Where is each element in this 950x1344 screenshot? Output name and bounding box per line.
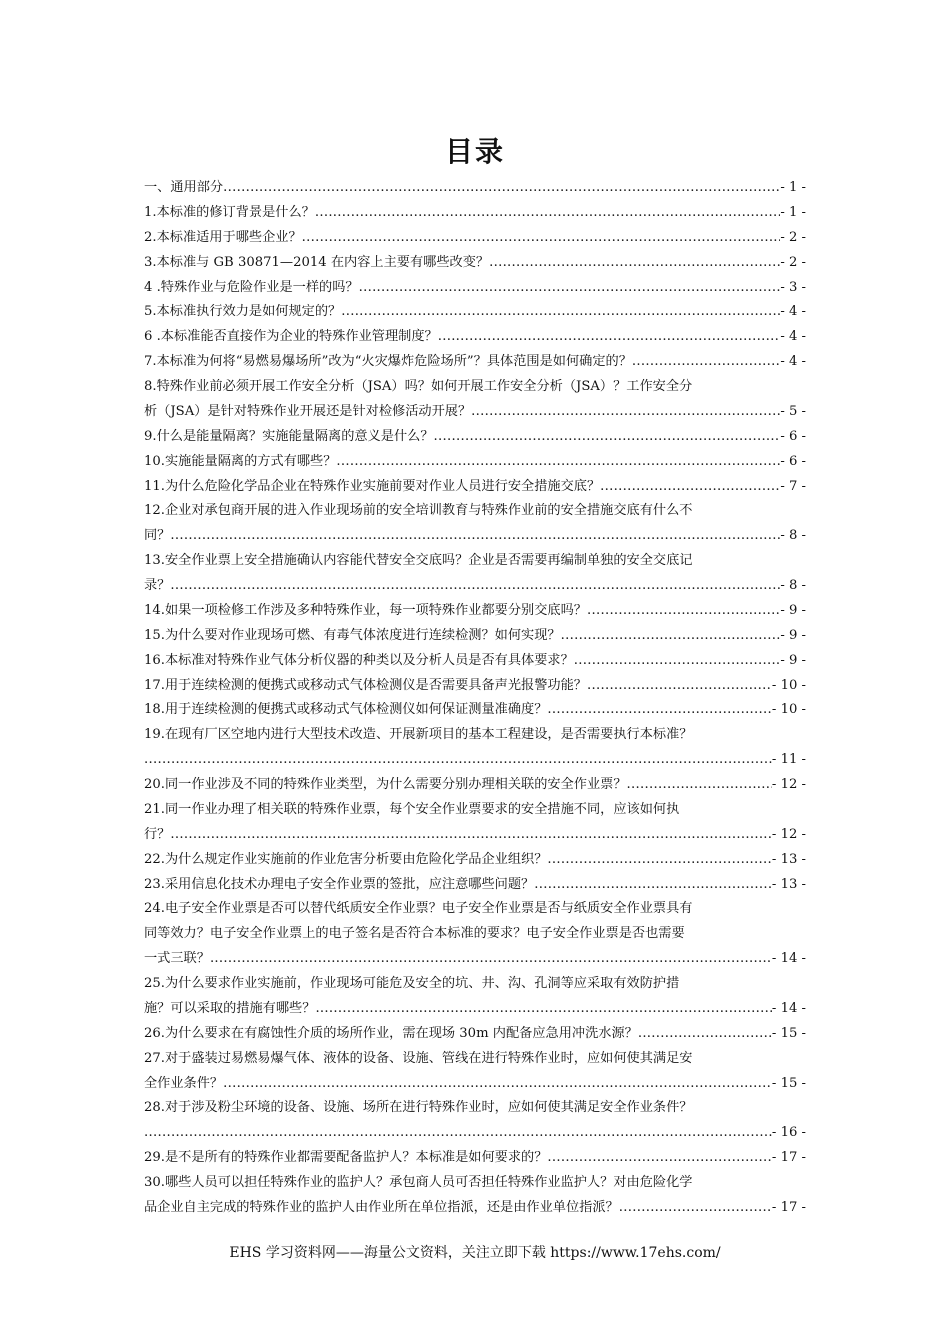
toc-entry-text: 21.同一作业办理了相关联的特殊作业票，每个安全作业票要求的安全措施不同，应该如何执 [144,801,680,817]
toc-page-number: - 14 - [771,951,806,967]
toc-entry-text: 24.电子安全作业票是否可以替代纸质安全作业票？电子安全作业票是否与纸质安全作业票具有 [144,901,693,917]
toc-entry[interactable] [144,897,806,972]
dot-leader [587,674,772,699]
toc-entry[interactable] [144,226,806,251]
toc-page-number: - 2 - [780,229,806,245]
toc-entry[interactable] [144,599,806,624]
toc-page-number: - 17 - [771,1150,806,1166]
toc-entry-text: 23.采用信息化技术办理电子安全作业票的签批，应注意哪些问题？ [144,876,535,892]
toc-page-number: - 12 - [771,826,806,842]
dot-leader [561,624,781,649]
toc-entry-text: 4 .特殊作业与危险作业是一样的吗？ [144,279,359,295]
toc-entry-text: 16.本标准对特殊作业气体分析仪器的种类以及分析人员是否有具体要求？ [144,652,574,668]
dot-leader [438,325,781,350]
toc-entry-text: 30.哪些人员可以担任特殊作业的监护人？承包商人员可否担任特殊作业监护人？对由危险化学 [144,1175,693,1190]
toc-page-number: - 9 - [780,652,806,668]
toc-page-number: - 9 - [780,627,806,643]
toc-entry[interactable] [144,201,806,226]
toc-entry-text: 26.为什么要求在有腐蚀性介质的场所作业，需在现场 30m 内配备应急用冲洗水源？ [144,1025,638,1041]
toc-entry[interactable] [144,848,806,873]
toc-entry-text: 11.为什么危险化学品企业在特殊作业实施前要对作业人员进行安全措施交底？ [144,478,601,494]
toc-page-number: - 6 - [780,428,806,444]
toc-entry-text: 8.特殊作业前必须开展工作安全分析（JSA）吗？如何开展工作安全分析（JSA）？工作安全分 [144,379,693,394]
dot-leader [315,201,780,226]
dot-leader [144,748,772,773]
toc-page-number: - 13 - [771,876,806,892]
dot-leader [144,1121,772,1146]
toc-entry[interactable] [144,1171,806,1221]
toc-page-number: - 4 - [780,329,806,345]
toc-entry[interactable] [144,723,806,773]
dot-leader [600,475,780,500]
toc-entry[interactable] [144,450,806,475]
dot-leader [341,300,780,325]
dot-leader [434,425,781,450]
dot-leader [587,599,780,624]
toc-entry-text: 17.用于连续检测的便携式或移动式气体检测仪是否需要具备声光报警功能？ [144,677,587,693]
toc-page-number: - 10 - [771,702,806,718]
toc-page-number: - 3 - [780,279,806,295]
toc-entry-text: 6 .本标准能否直接作为企业的特殊作业管理制度？ [144,329,438,345]
toc-page-number: - 7 - [780,478,806,494]
toc-entry-text: 13.安全作业票上安全措施确认内容能代替安全交底吗？企业是否需要再编制单独的安全交底记 [144,553,693,569]
toc-entry[interactable] [144,773,806,798]
toc-entry-text: 18.用于连续检测的便携式或移动式气体检测仪如何保证测量准确度？ [144,702,548,718]
toc-entry-text: 品企业自主完成的特殊作业的监护人由作业所在单位指派，还是由作业单位指派？ [144,1199,619,1215]
toc-page-number: - 15 - [771,1075,806,1091]
toc-page-number: - 17 - [771,1199,806,1215]
toc-page-number: - 12 - [771,777,806,792]
toc-entry-text: 14.如果一项检修工作涉及多种特殊作业，每一项特殊作业都要分别交底吗？ [144,602,587,618]
toc-entry[interactable] [144,1047,806,1097]
page-title: 目录 [444,135,505,168]
toc-entry-text: 一式三联？ [144,951,210,967]
toc-entry[interactable] [144,276,806,301]
toc-page-number: - 6 - [780,453,806,469]
toc-entry-text: 15.为什么要对作业现场可燃、有毒气体浓度进行连续检测？如何实现？ [144,627,561,643]
toc-entry-text: 一、通用部分 [144,180,224,195]
toc-page-number: - 13 - [771,851,806,867]
toc-entry[interactable] [144,300,806,325]
toc-entry-text: 析（JSA）是针对特殊作业开展还是针对检修活动开展？ [144,403,472,419]
toc-entry-text: 28.对于涉及粉尘环境的设备、设施、场所在进行特殊作业时，应如何使其满足安全作业条件？ [144,1100,693,1116]
toc-entry[interactable] [144,972,806,1022]
dot-leader [489,251,780,276]
dot-leader [170,574,780,599]
toc-page-number: - 4 - [780,304,806,320]
toc-entry[interactable] [144,798,806,848]
dot-leader [547,1146,772,1171]
toc-entry[interactable] [144,251,806,276]
toc-entry[interactable] [144,698,806,723]
toc-entry-text: 9.什么是能量隔离？实施能量隔离的意义是什么？ [144,428,434,444]
toc-entry[interactable] [144,624,806,649]
toc-entry-text: 29.是不是所有的特殊作业都需要配备监护人？本标准是如何要求的？ [144,1150,548,1166]
toc-entry-text: 全作业条件？ [144,1075,224,1091]
toc-page-number: - 10 - [771,677,806,693]
dot-leader [210,947,772,972]
toc-entry[interactable] [144,873,806,898]
toc-entry-text: 2.本标准适用于哪些企业？ [144,229,302,245]
toc-entry-text: 3.本标准与 GB 30871—2014 在内容上主要有哪些改变？ [144,254,490,270]
toc-entry[interactable] [144,1146,806,1171]
dot-leader [534,873,772,898]
dot-leader [632,350,780,375]
toc-entry-text: 12.企业对承包商开展的进入作业现场前的安全培训教育与特殊作业前的安全措施交底有什么不 [144,503,693,519]
dot-leader [223,176,780,201]
toc-entry[interactable] [144,674,806,699]
toc-entry-text: 10.实施能量隔离的方式有哪些？ [144,453,337,469]
toc-entry[interactable] [144,549,806,599]
dot-leader [223,1072,772,1097]
dot-leader [302,226,781,251]
toc-page-number: - 5 - [780,403,806,419]
toc-page-number: - 14 - [771,1000,806,1016]
toc-entry-text: 同等效力？电子安全作业票上的电子签名是否符合本标准的要求？电子安全作业票是否也需要 [144,926,685,942]
toc-entry-text: 5.本标准执行效力是如何规定的？ [144,304,342,320]
toc-entry-text: 22.为什么规定作业实施前的作业危害分析要由危险化学品企业组织？ [144,851,548,867]
toc-page-number: - 9 - [780,602,806,618]
dot-leader [170,524,780,549]
toc-entry-text: 行？ [144,826,171,842]
toc-entry-text: 7.本标准为何将“易燃易爆场所”改为“火灾爆炸危险场所”？具体范围是如何确定的？ [144,354,632,370]
toc-entry-text: 1.本标准的修订背景是什么？ [144,204,315,220]
dot-leader [574,649,781,674]
toc-page-number: - 11 - [771,752,806,768]
toc-page-number: - 8 - [780,528,806,544]
toc-entry[interactable] [144,375,806,425]
toc-entry-text: 录？ [144,578,171,593]
toc-entry[interactable] [144,325,806,350]
toc-entry[interactable] [144,425,806,450]
toc-entry-text: 施？可以采取的措施有哪些？ [144,1000,316,1016]
toc-entry-text: 20.同一作业涉及不同的特殊作业类型，为什么需要分别办理相关联的安全作业票？ [144,777,627,792]
toc-page-number: - 15 - [771,1025,806,1041]
toc-entry[interactable] [144,176,806,201]
toc-page-number: - 8 - [780,578,806,593]
dot-leader [627,773,772,798]
toc-page-number: - 4 - [780,354,806,370]
dot-leader [315,997,771,1022]
toc-page-number: - 1 - [780,180,806,195]
toc-entry-text: 19.在现有厂区空地内进行大型技术改造、开展新项目的基本工程建设，是否需要执行本标准？ [144,727,693,743]
dot-leader [547,698,772,723]
toc-page-number: - 16 - [771,1125,806,1141]
dot-leader [471,400,780,425]
toc-entry[interactable] [144,1096,806,1146]
dot-leader [547,848,772,873]
toc-entry[interactable] [144,350,806,375]
toc-entry-text: 25.为什么要求作业实施前，作业现场可能危及安全的坑、井、沟、孔洞等应采取有效防护措 [144,976,680,991]
dot-leader [359,276,781,301]
toc-entry[interactable] [144,1022,806,1047]
page-footer: EHS 学习资料网——海量公文资料，关注立即下载 https://www.17ehs.com/ [229,1245,721,1261]
toc-entry[interactable] [144,499,806,549]
toc-entry[interactable] [144,475,806,500]
dot-leader [336,450,780,475]
toc-entry-text: 27.对于盛装过易燃易爆气体、液体的设备、设施、管线在进行特殊作业时，应如何使其满足安 [144,1050,693,1066]
toc-entry[interactable] [144,649,806,674]
table-of-contents [144,176,806,1221]
toc-entry-text: 同？ [144,528,171,544]
toc-page-number: - 1 - [780,204,806,220]
toc-page-number: - 2 - [780,254,806,270]
dot-leader [638,1022,772,1047]
dot-leader [619,1196,772,1221]
dot-leader [170,823,772,848]
